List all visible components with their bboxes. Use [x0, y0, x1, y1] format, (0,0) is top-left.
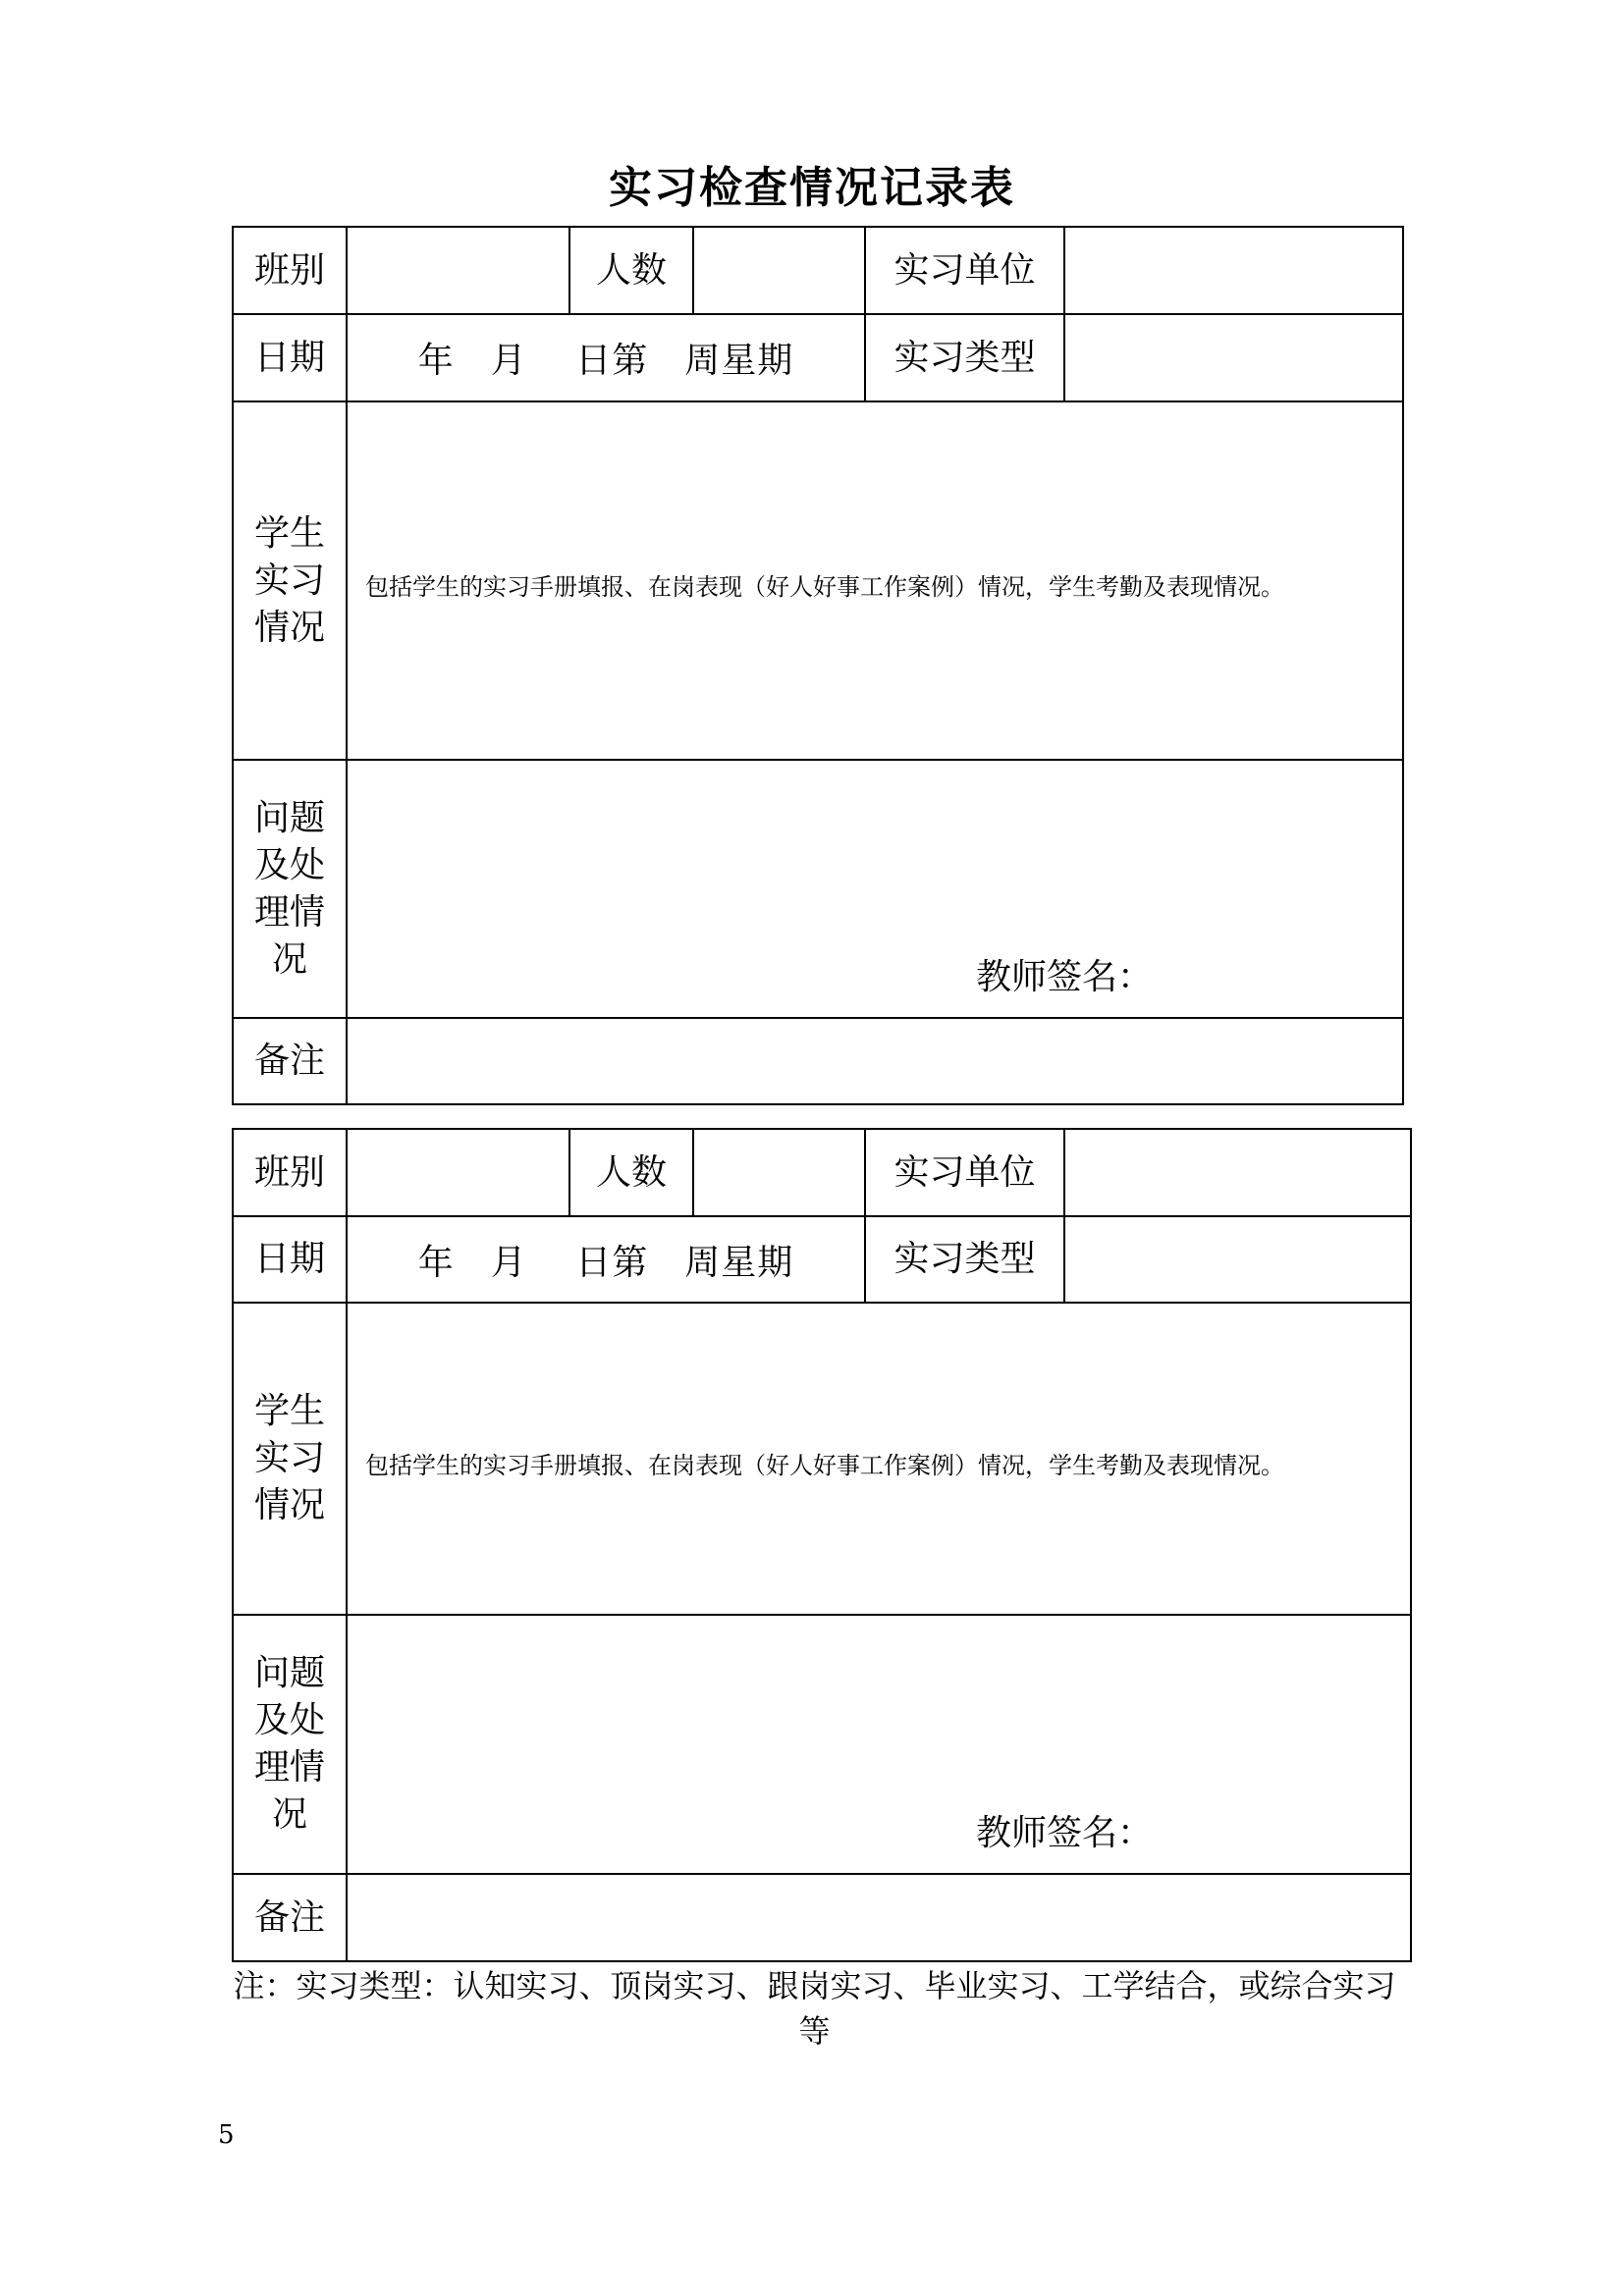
type-label: 实习类型	[865, 314, 1064, 401]
date-label: 日期	[233, 1216, 347, 1303]
count-field[interactable]	[693, 1129, 865, 1216]
unit-field[interactable]	[1064, 227, 1403, 314]
remark-label: 备注	[233, 1018, 347, 1104]
class-label: 班别	[233, 1129, 347, 1216]
footer-note: 注：实习类型：认知实习、顶岗实习、跟岗实习、毕业实习、工学结合，或综合实习等	[233, 1967, 1396, 2050]
teacher-signature-label: 教师签名：	[976, 1813, 1154, 1853]
remark-label: 备注	[233, 1874, 347, 1961]
student-situation-label: 学生 实习 情况	[233, 1303, 347, 1615]
page-title: 实习检查情况记录表	[609, 163, 1015, 213]
date-field[interactable]: 年 月 日第 周星期	[347, 1216, 865, 1303]
problem-field[interactable]	[347, 1615, 1411, 1874]
remark-field[interactable]	[347, 1018, 1403, 1104]
student-situation-hint: 包括学生的实习手册填报、在岗表现（好人好事工作案例）情况，学生考勤及表现情况。	[365, 573, 1284, 601]
teacher-signature-label: 教师签名：	[976, 957, 1154, 997]
type-label: 实习类型	[865, 1216, 1064, 1303]
date-label: 日期	[233, 314, 347, 401]
problem-field[interactable]	[347, 760, 1403, 1018]
student-situation-hint: 包括学生的实习手册填报、在岗表现（好人好事工作案例）情况，学生考勤及表现情况。	[365, 1451, 1284, 1479]
page-number: 5	[218, 2120, 235, 2150]
student-situation-field[interactable]	[347, 401, 1403, 760]
class-field[interactable]	[347, 1129, 569, 1216]
problem-label: 问题 及处 理情 况	[233, 760, 347, 1018]
student-situation-label: 学生 实习 情况	[233, 401, 347, 760]
unit-field[interactable]	[1064, 1129, 1411, 1216]
remark-field[interactable]	[347, 1874, 1411, 1961]
student-situation-field[interactable]	[347, 1303, 1411, 1615]
class-field[interactable]	[347, 227, 569, 314]
date-field[interactable]: 年 月 日第 周星期	[347, 314, 865, 401]
record-form-1	[232, 226, 1404, 1105]
class-label: 班别	[233, 227, 347, 314]
type-field[interactable]	[1064, 314, 1403, 401]
unit-label: 实习单位	[865, 1129, 1064, 1216]
record-form-2	[232, 1128, 1412, 1962]
count-label: 人数	[569, 1129, 693, 1216]
unit-label: 实习单位	[865, 227, 1064, 314]
count-field[interactable]	[693, 227, 865, 314]
type-field[interactable]	[1064, 1216, 1411, 1303]
problem-label: 问题 及处 理情 况	[233, 1615, 347, 1874]
count-label: 人数	[569, 227, 693, 314]
